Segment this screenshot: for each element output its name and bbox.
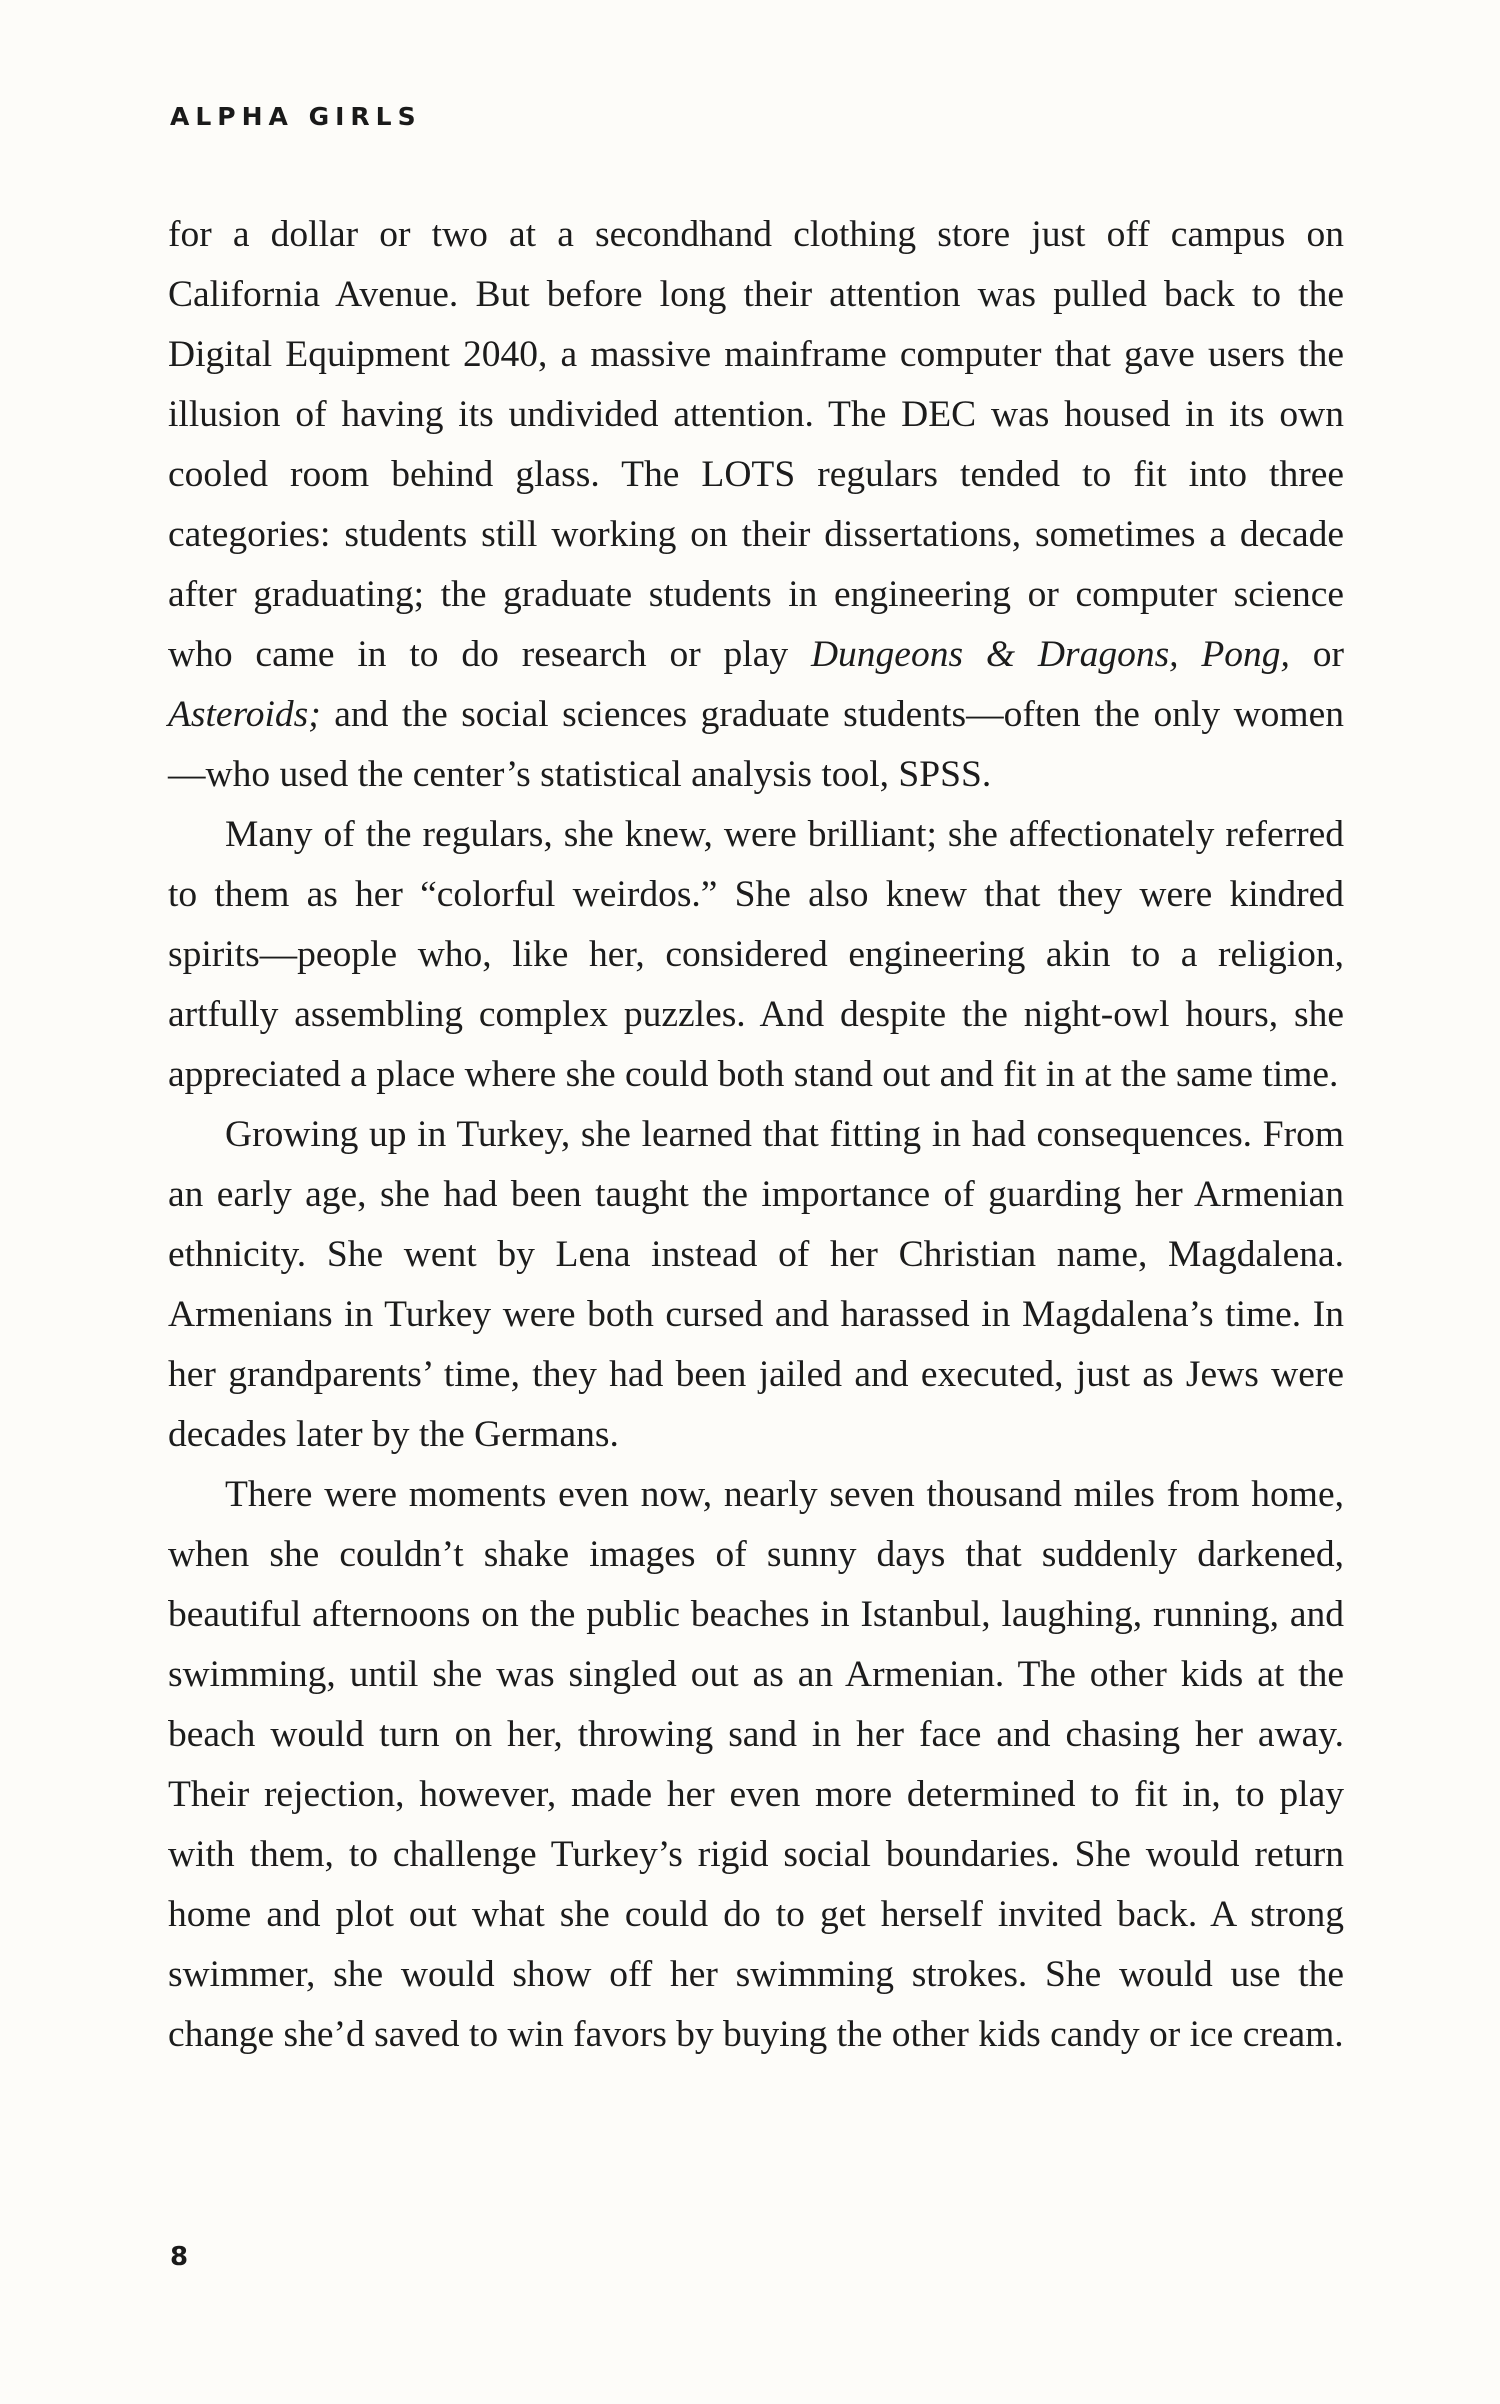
running-head: ALPHA GIRLS [170, 102, 422, 131]
paragraph-1-text-b: or [1289, 634, 1345, 675]
body-text [168, 205, 1344, 2065]
paragraph-4: There were moments even now, nearly seven thousand miles from home, when she couldn’t shake images of sunny days that suddenly darkened, beautiful afternoons on the public beaches in Istanbul, laughing, running, and swimming, until she was singled out as an Armenian. The other kids at the beach would turn on her, throwing sand in her face and chasing her away. Their rejection, however, made her even more determined to fit in, to play with them, to challenge Turkey’s rigid social boundaries. She would return home and plot out what she could do to get herself invited back. A strong swimmer, she would show off her swimming strokes. She would use the change she’d saved to win favors by buying the other kids candy or ice cream. [168, 1474, 1344, 2055]
paragraph-1-text-c: and the social sciences graduate students—often the only women—who used the center’s statistical analysis tool, SPSS. [168, 694, 1344, 795]
paragraph-1 [168, 205, 1344, 805]
game-title-asteroids-italic: Asteroids; [168, 694, 321, 735]
game-titles-italic: Dungeons & Dragons, Pong, [810, 634, 1290, 675]
paragraph-3: Growing up in Turkey, she learned that fitting in had consequences. From an early age, she had been taught the importance of guarding her Armenian ethnicity. She went by Lena instead of her Christian name, Magdalena. Armenians in Turkey were both cursed and harassed in Magdalena’s time. In her grandparents’ time, they had been jailed and executed, just as Jews were decades later by the Germans. [168, 1114, 1344, 1455]
paragraph-1-text-a: for a dollar or two at a secondhand clothing store just off campus on California Avenue. But before long their attention was pulled back to the Digital Equipment 2040, a massive mainframe computer that gave users the illusion of having its undivided attention. The DEC was housed in its own cooled room behind glass. The LOTS regulars tended to fit into three categories: students still working on their dissertations, sometimes a decade after graduating; the graduate students in engineering or computer science who came in to do research or play [168, 214, 1344, 675]
paragraph-2: Many of the regulars, she knew, were brilliant; she affectionately referred to them as her “colorful weirdos.” She also knew that they were kindred spirits—people who, like her, considered engineering akin to a religion, artfully assembling complex puzzles. And despite the night-owl hours, she appreciated a place where she could both stand out and fit in at the same time. [168, 814, 1344, 1095]
page-number: 8 [170, 2242, 189, 2272]
